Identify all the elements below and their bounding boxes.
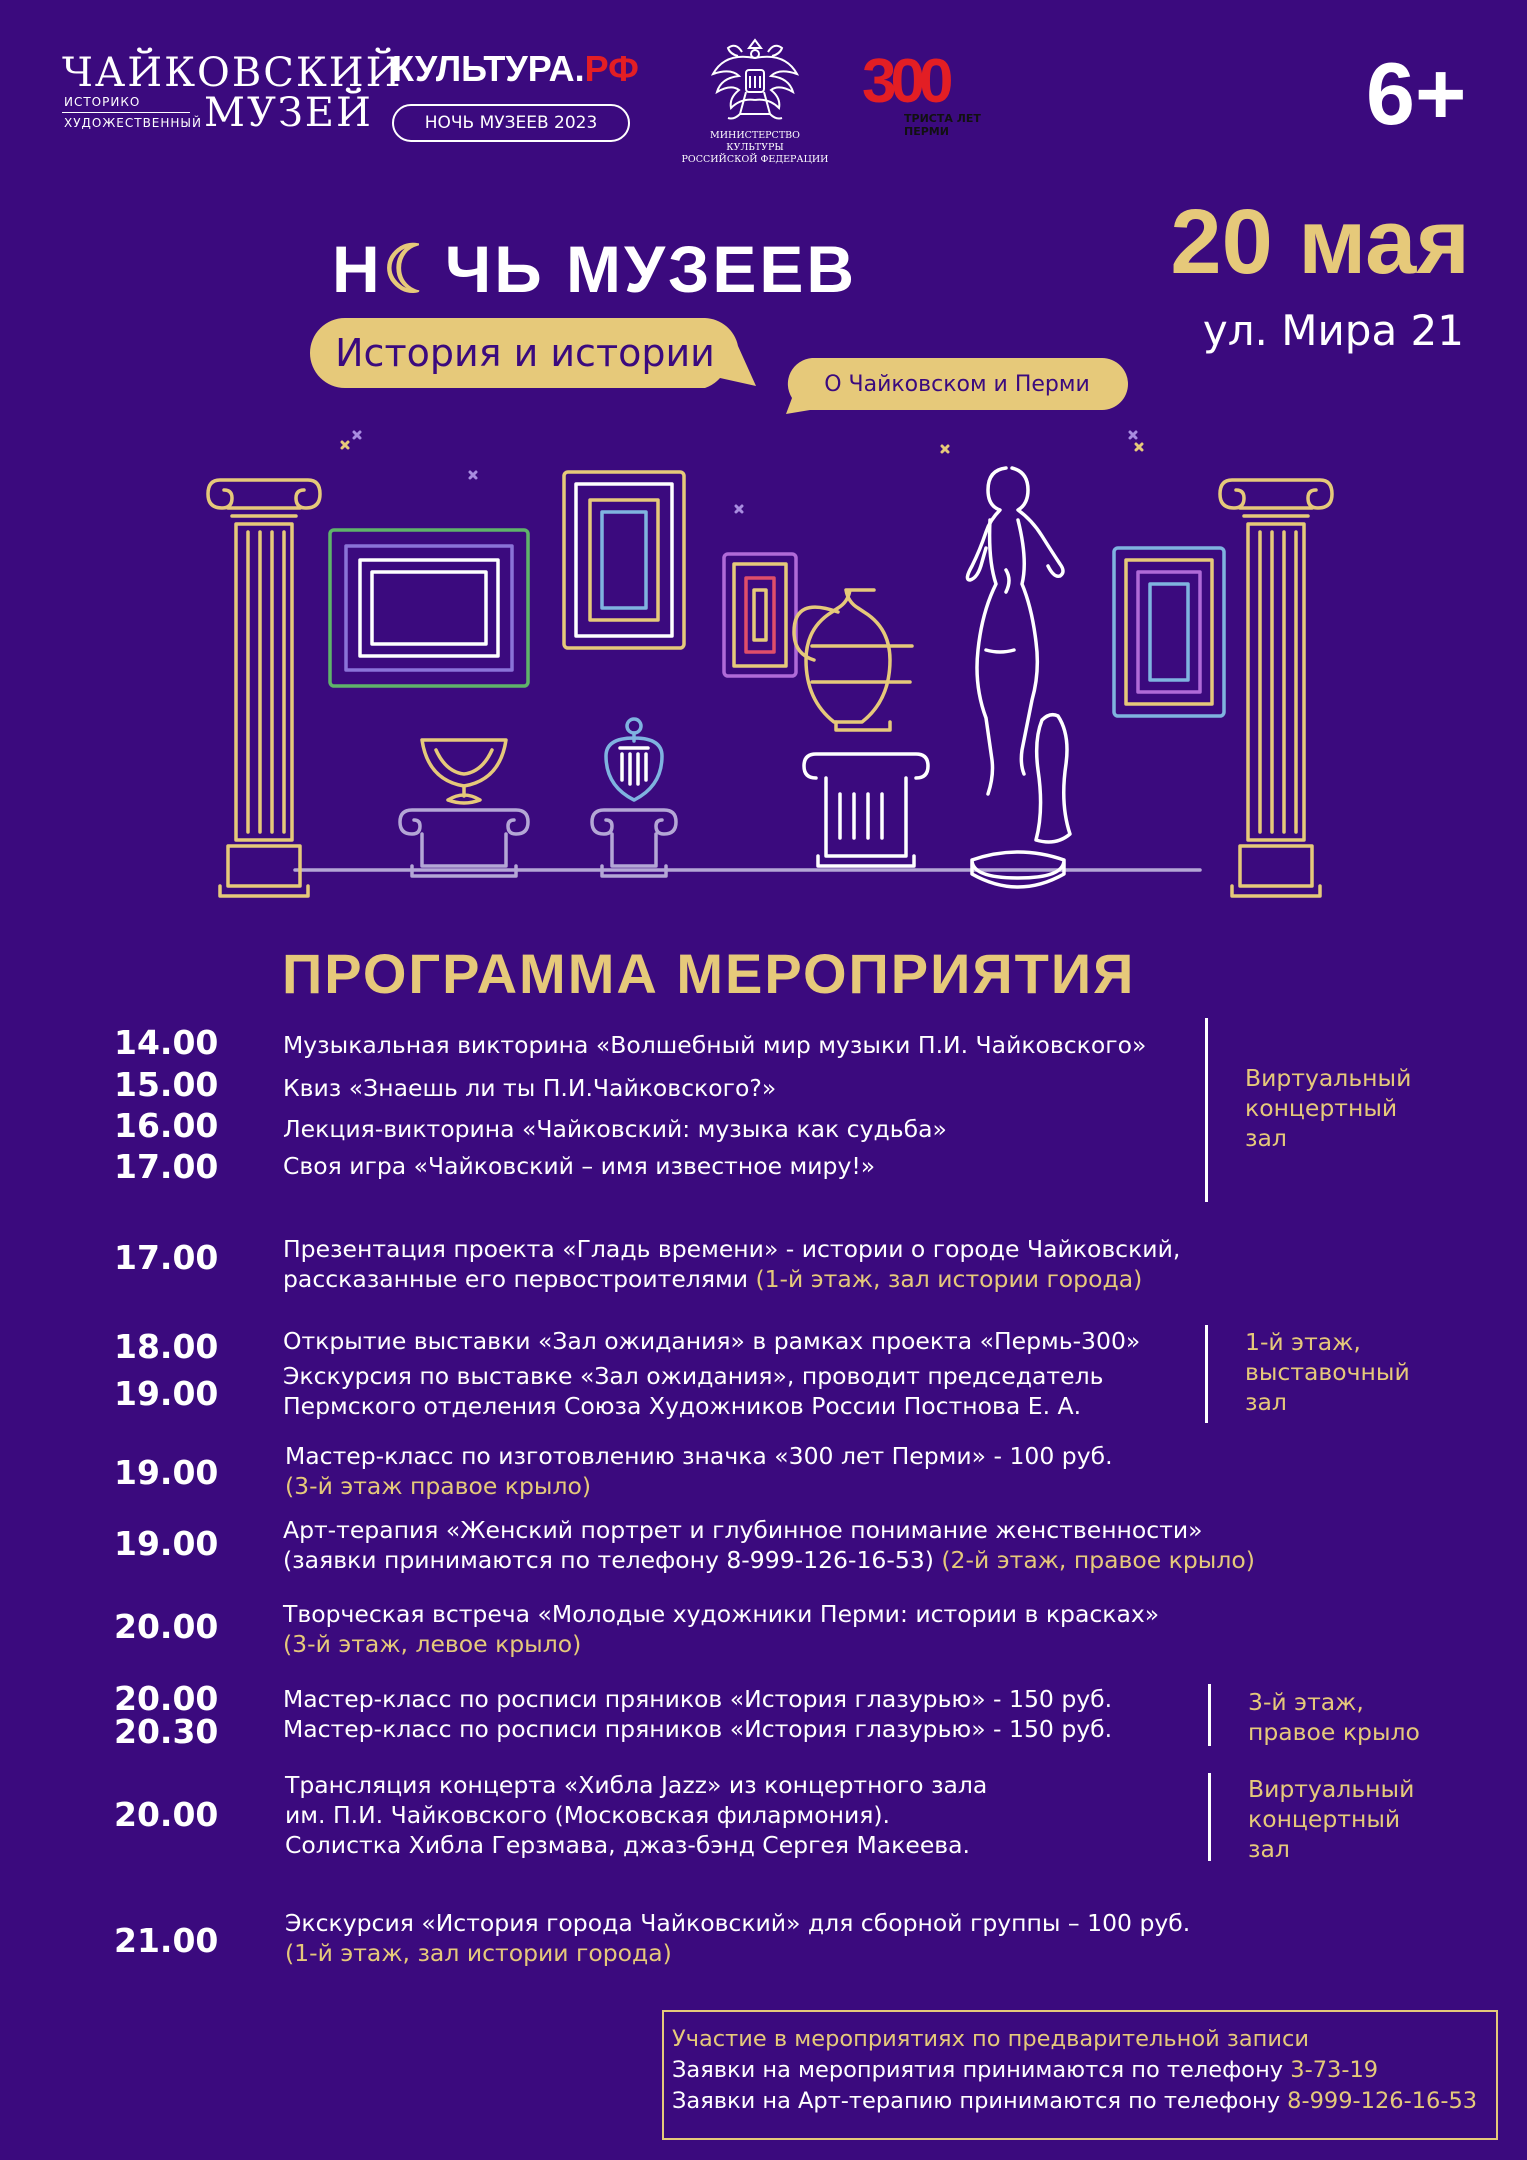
- event-text: Музыкальная викторина «Волшебный мир музыки П.И. Чайковского»: [283, 1031, 1147, 1059]
- event-text-line: Трансляция концерта «Хибла Jazz» из концертного зала: [285, 1771, 988, 1799]
- event-address: ул. Мира 21: [1202, 306, 1464, 355]
- ministry-line2: РОССИЙСКОЙ ФЕДЕРАЦИИ: [681, 154, 829, 165]
- perm300-line2: ПЕРМИ: [904, 125, 949, 138]
- event-time: 20.00: [114, 1679, 219, 1718]
- museum-hall-illustration: [200, 420, 1340, 920]
- picture-frame-blue: [1114, 548, 1224, 716]
- event-text: Мастер-класс по росписи пряников «История глазурью» - 150 руб.: [283, 1715, 1113, 1743]
- ministry-text: [680, 130, 830, 166]
- event-location: [1245, 1327, 1410, 1417]
- lyre-icon: [592, 719, 676, 876]
- event-location: [1245, 1063, 1411, 1153]
- event-note: (3-й этаж, левое крыло): [283, 1630, 582, 1658]
- museum-logo-small2: ХУДОЖЕСТВЕННЫЙ: [64, 116, 202, 130]
- museum-logo-line1: ЧАЙКОВСКИЙ: [62, 50, 403, 96]
- event-text-line: Презентация проекта «Гладь времени» - истории о городе Чайковский,: [283, 1235, 1181, 1263]
- picture-frame-small: [724, 554, 796, 676]
- location-line: правое крыло: [1248, 1718, 1420, 1746]
- location-line: 3-й этаж,: [1248, 1688, 1364, 1716]
- location-line: выставочный: [1245, 1358, 1410, 1386]
- info-line: [672, 2086, 1488, 2117]
- event-text-line: Мастер-класс по изготовлению значка «300 лет Перми» - 100 руб.: [285, 1442, 1113, 1470]
- event-text-part: рассказанные его первостроителями: [283, 1265, 756, 1293]
- event-title-part2: ЧЬ МУЗЕЕВ: [444, 232, 858, 306]
- kultura-pill: НОЧЬ МУЗЕЕВ 2023: [392, 104, 630, 142]
- event-text: Мастер-класс по росписи пряников «История глазурью» - 150 руб.: [283, 1685, 1113, 1713]
- event-time: 20.00: [114, 1607, 219, 1646]
- perm300-logo: [862, 46, 1002, 146]
- event-text-line: [283, 1264, 1180, 1294]
- subtitle-text: История и истории: [335, 331, 715, 375]
- location-line: зал: [1248, 1835, 1290, 1863]
- picture-frame-gold: [564, 472, 684, 648]
- event-time: 18.00: [114, 1327, 219, 1366]
- museum-logo-line2: МУЗЕЙ: [204, 90, 373, 136]
- info-line: [672, 2055, 1488, 2086]
- location-line: Виртуальный: [1248, 1775, 1415, 1803]
- event-note: (1-й этаж, зал истории города): [285, 1939, 672, 1967]
- event-time: 21.00: [114, 1921, 219, 1960]
- event-text-line: [283, 1545, 1255, 1575]
- perm300-text: [904, 112, 981, 138]
- event-note: (2-й этаж, правое крыло): [941, 1546, 1255, 1574]
- event-text-line: Экскурсия «История города Чайковский» для сборной группы – 100 руб.: [285, 1909, 1191, 1937]
- event-text: [283, 1599, 1159, 1659]
- event-text: [285, 1441, 1113, 1501]
- event-text: Своя игра «Чайковский – имя известное миру!»: [283, 1152, 876, 1180]
- info-line: Участие в мероприятиях по предварительной записи: [672, 2026, 1309, 2052]
- eagle-emblem-icon: [680, 30, 830, 128]
- location-line: Виртуальный: [1245, 1064, 1412, 1092]
- location-line: зал: [1245, 1388, 1287, 1416]
- event-text: Лекция-викторина «Чайковский: музыка как судьба»: [283, 1115, 947, 1143]
- event-text-line: Арт-терапия «Женский портрет и глубинное понимание женственности»: [283, 1516, 1203, 1544]
- event-text: [283, 1234, 1180, 1294]
- cup-icon: [400, 740, 528, 876]
- statue-icon: [967, 468, 1070, 887]
- event-text: [285, 1908, 1190, 1968]
- museum-logo-rule: [62, 112, 190, 113]
- column-left: [208, 480, 320, 896]
- perm300-logo-mark: [862, 46, 1002, 114]
- event-title: [332, 232, 858, 306]
- location-line: зал: [1245, 1124, 1287, 1152]
- picture-frame-green: [330, 530, 528, 686]
- event-text-line: Творческая встреча «Молодые художники Перми: истории в красках»: [283, 1600, 1160, 1628]
- event-time: 17.00: [114, 1147, 219, 1186]
- location-line: 1-й этаж,: [1245, 1328, 1361, 1356]
- event-text-line: им. П.И. Чайковского (Московская филармония).: [285, 1801, 890, 1829]
- event-note: (1-й этаж, зал истории города): [755, 1265, 1143, 1293]
- sparkle-icon: [202, 420, 1142, 452]
- moon-icon: ☾: [382, 232, 445, 306]
- perm300-line1: ТРИСТА ЛЕТ: [904, 112, 981, 125]
- phone-link[interactable]: 8-999-126-16-53: [1287, 2088, 1478, 2114]
- info-text: Заявки на мероприятия принимаются по телефону: [672, 2057, 1291, 2083]
- location-line: концертный: [1248, 1805, 1401, 1833]
- location-line: концертный: [1245, 1094, 1398, 1122]
- event-text: Квиз «Знаешь ли ты П.И.Чайковского?»: [283, 1074, 777, 1102]
- subtitle2-text: О Чайковском и Перми: [824, 371, 1090, 397]
- event-time: 15.00: [114, 1065, 219, 1104]
- event-time: 14.00: [114, 1023, 219, 1062]
- registration-info-box: [662, 2010, 1498, 2140]
- location-divider: [1208, 1773, 1211, 1861]
- event-text-line: Пермского отделения Союза Художников России Постнова Е. А.: [283, 1392, 1082, 1420]
- event-text-line: Солистка Хибла Герзмава, джаз-бэнд Сергея Макеева.: [285, 1831, 970, 1859]
- ministry-line1: МИНИСТЕРСТВО КУЛЬТУРЫ: [710, 130, 800, 153]
- program-heading: ПРОГРАММА МЕРОПРИЯТИЯ: [282, 942, 1136, 1005]
- event-time: 19.00: [114, 1524, 219, 1563]
- location-divider: [1205, 1018, 1208, 1202]
- kultura-name: [392, 48, 639, 90]
- event-time: 19.00: [114, 1453, 219, 1492]
- museum-logo: [62, 50, 403, 138]
- perm300-digits: 300: [862, 47, 948, 114]
- event-time: 17.00: [114, 1238, 219, 1277]
- subtitle2-bubble: [786, 358, 1128, 414]
- location-divider: [1208, 1684, 1211, 1746]
- event-time: 19.00: [114, 1374, 219, 1413]
- event-text-part: (заявки принимаются по телефону 8-999-126-16-53): [283, 1546, 942, 1574]
- kultura-name-text: КУЛЬТУРА.: [392, 48, 585, 89]
- event-date: 20 мая: [1170, 191, 1470, 293]
- event-text: [283, 1361, 1103, 1421]
- subtitle-bubble: [310, 318, 756, 388]
- event-text: Открытие выставки «Зал ожидания» в рамках проекта «Пермь-300»: [283, 1327, 1141, 1355]
- location-divider: [1205, 1325, 1208, 1423]
- kultura-domain: РФ: [584, 48, 639, 89]
- event-time: 20.30: [114, 1712, 219, 1751]
- kultura-logo: [392, 48, 642, 148]
- event-location: [1248, 1687, 1420, 1747]
- phone-link[interactable]: 3-73-19: [1290, 2057, 1379, 2083]
- amphora-icon: [794, 590, 928, 866]
- event-text: [283, 1515, 1255, 1575]
- ministry-logo: [680, 30, 830, 165]
- column-right: [1220, 480, 1332, 896]
- info-text: Заявки на Арт-терапию принимаются по телефону: [672, 2088, 1288, 2114]
- event-title-part1: Н: [332, 232, 383, 306]
- event-text-line: Экскурсия по выставке «Зал ожидания», проводит председатель: [283, 1362, 1104, 1390]
- event-time: 16.00: [114, 1106, 219, 1145]
- age-rating: 6+: [1366, 44, 1467, 143]
- event-time: 20.00: [114, 1795, 219, 1834]
- event-note: (3-й этаж правое крыло): [285, 1472, 592, 1500]
- event-text: [285, 1770, 987, 1860]
- museum-logo-small1: ИСТОРИКО: [64, 95, 141, 109]
- event-location: [1248, 1774, 1414, 1864]
